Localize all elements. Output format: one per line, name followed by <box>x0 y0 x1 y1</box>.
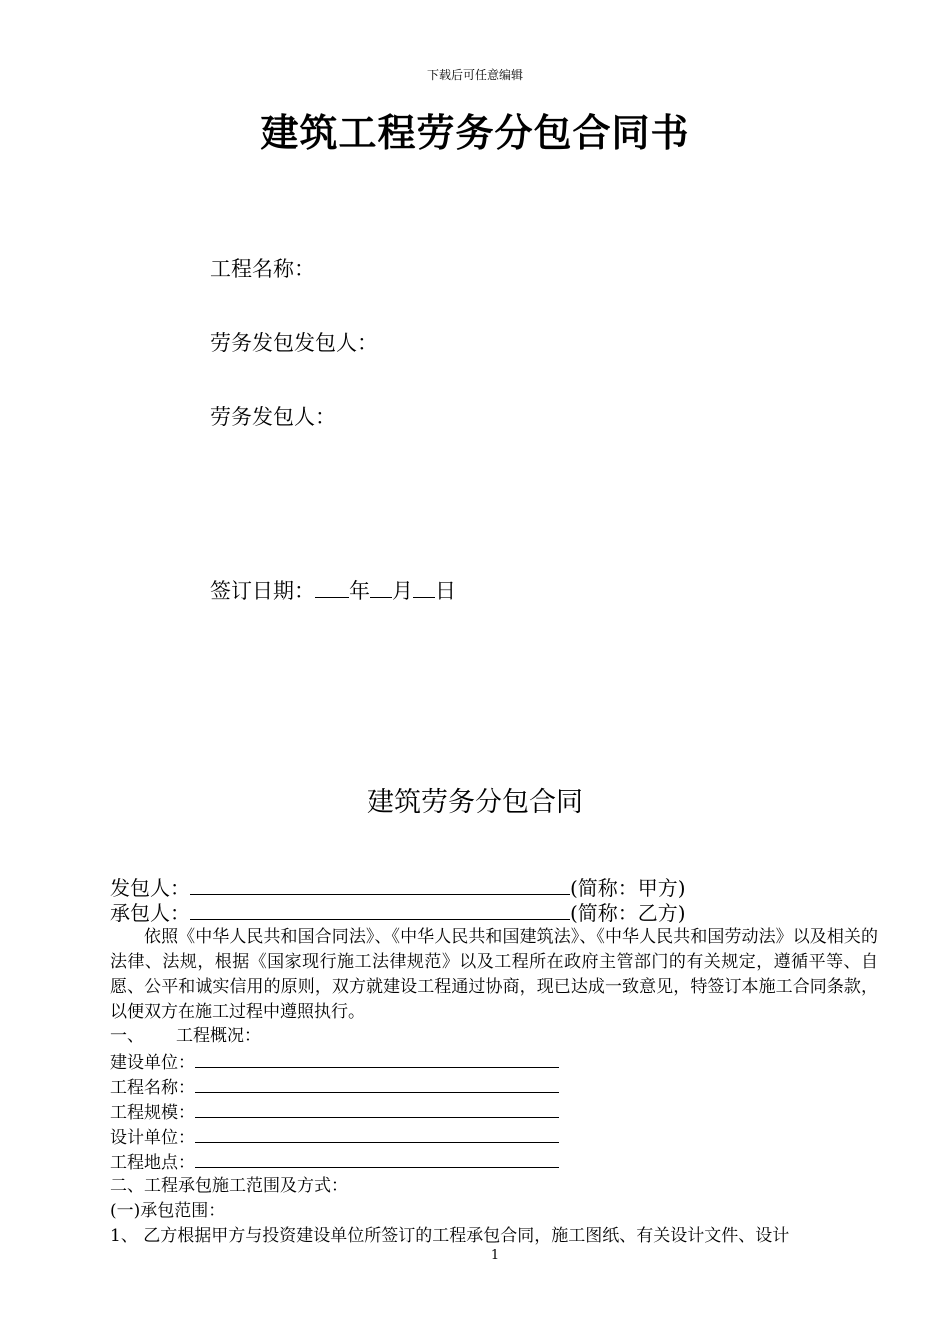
field-label: 工程规模： <box>110 1103 195 1123</box>
cover-project-name <box>210 253 315 283</box>
field-label: 工程地点： <box>110 1153 195 1173</box>
section2-subtitle: (一)承包范围： <box>110 1201 226 1221</box>
cover-contractor <box>210 327 378 357</box>
month-label: 月 <box>392 579 413 603</box>
month-blank <box>370 577 392 598</box>
field-blank <box>195 1074 559 1093</box>
field-blank <box>195 1099 559 1118</box>
party-a-abbr: (简称：甲方) <box>570 876 686 900</box>
cover-project-name-label: 工程名称： <box>210 257 315 281</box>
document-title: 建筑工程劳务分包合同书 <box>260 110 690 155</box>
party-b-blank <box>190 899 570 920</box>
day-label: 日 <box>435 579 456 603</box>
party-b-label: 承包人： <box>110 901 190 925</box>
day-blank <box>413 577 435 598</box>
field-row <box>110 1099 559 1126</box>
party-b-abbr: (简称：乙方) <box>570 901 686 925</box>
contract-subtitle: 建筑劳务分包合同 <box>367 787 583 818</box>
field-row <box>110 1074 559 1101</box>
field-row <box>110 1149 559 1176</box>
field-label: 设计单位： <box>110 1128 195 1148</box>
page-number: 1 <box>490 1248 500 1263</box>
field-row <box>110 1049 559 1076</box>
year-label: 年 <box>349 579 370 603</box>
year-blank <box>315 577 349 598</box>
preamble-text: 依照《中华人民共和国合同法》、《中华人民共和国建筑法》、《中华人民共和国劳动法》以及相关的法律、法规，根据《国家现行施工法律规范》以及工程所在政府主管部门的有关规定，遵循平等、自愿、公平和诚实信用的原则，双方就建设工程通过协商，现已达成一致意见，特签订本施工合同条款，以便双方在施工过程中遵照执行。 <box>110 927 878 1022</box>
field-label: 建设单位： <box>110 1053 195 1073</box>
header-note: 下载后可任意编辑 <box>426 68 523 82</box>
party-a-label: 发包人： <box>110 876 190 900</box>
party-b-row <box>110 899 686 926</box>
field-blank <box>195 1049 559 1068</box>
section1-title: 工程概况： <box>176 1026 261 1046</box>
cover-issuer-label: 劳务发包人： <box>210 405 336 429</box>
cover-contractor-label: 劳务发包发包人： <box>210 331 378 355</box>
cover-issuer <box>210 401 336 431</box>
preamble-paragraph <box>110 925 878 1025</box>
party-a-row <box>110 874 686 901</box>
party-a-blank <box>190 874 570 895</box>
field-label: 工程名称： <box>110 1078 195 1098</box>
section1-heading <box>110 1024 261 1049</box>
section2-title: 二、工程承包施工范围及方式： <box>110 1176 348 1196</box>
field-blank <box>195 1149 559 1168</box>
sign-date-label: 签订日期： <box>210 579 315 603</box>
cover-sign-date <box>210 575 456 605</box>
field-blank <box>195 1124 559 1143</box>
section2-item1: 1、 乙方根据甲方与投资建设单位所签订的工程承包合同，施工图纸、有关设计文件、设计 <box>110 1226 790 1246</box>
section1-number: 一、 <box>110 1026 144 1046</box>
field-row <box>110 1124 559 1151</box>
